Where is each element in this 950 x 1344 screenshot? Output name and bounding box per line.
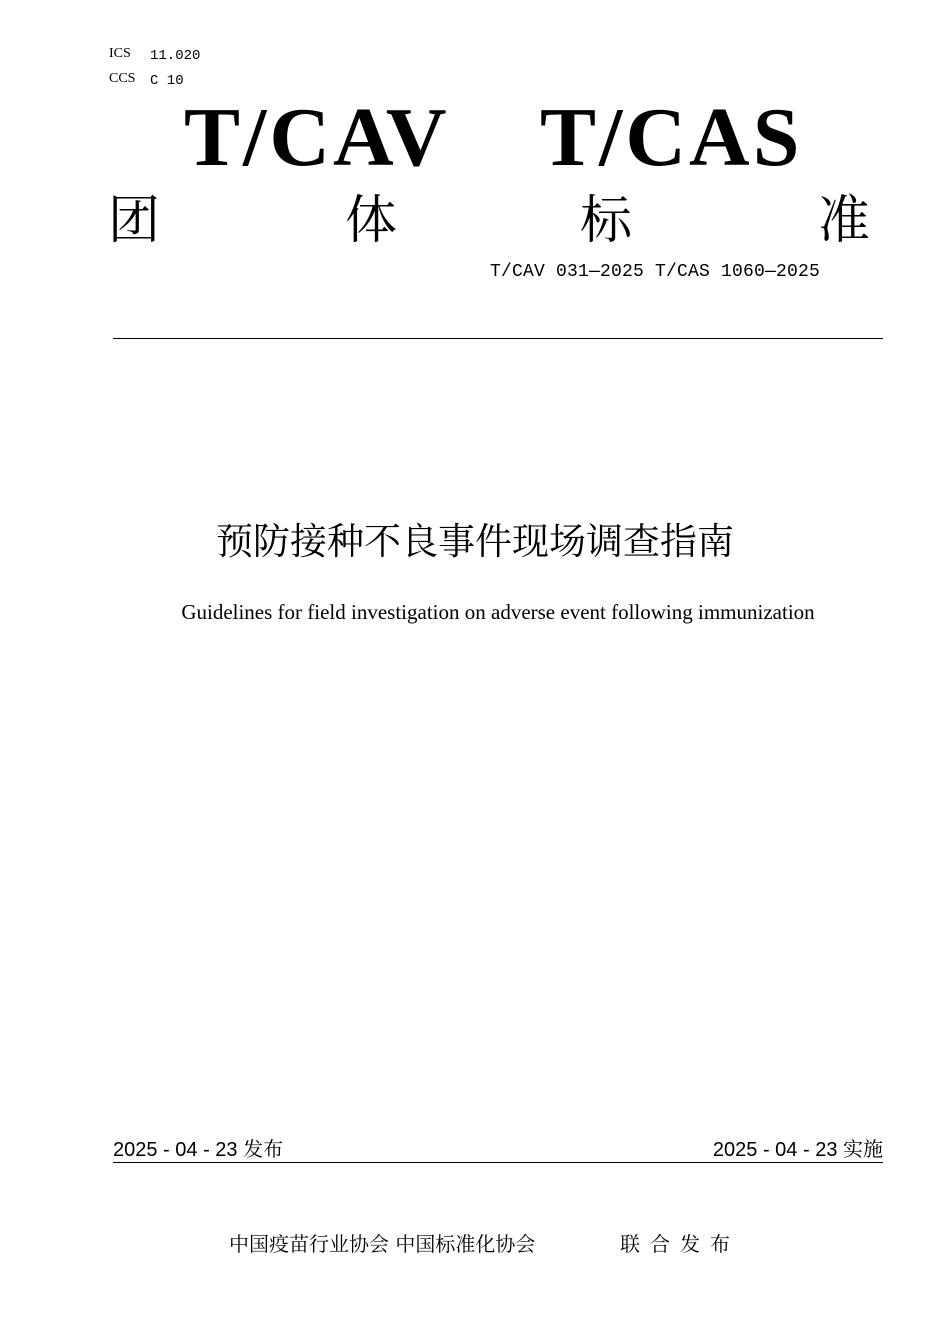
brand-tcav: T/CAV <box>184 91 450 184</box>
standard-numbers: T/CAV 031—2025 T/CAS 1060—2025 <box>490 262 821 282</box>
footer-divider <box>113 1162 883 1163</box>
type-char-2: 体 <box>345 191 398 251</box>
document-title-chinese: 预防接种不良事件现场调查指南 <box>216 520 734 563</box>
ics-label: ICS <box>109 46 131 61</box>
publishers: 中国疫苗行业协会 中国标准化协会 <box>229 1232 536 1256</box>
type-char-4: 准 <box>818 191 871 251</box>
effective-date: 2025 - 04 - 23 实施 <box>712 1139 883 1161</box>
joint-release: 联合发布 <box>620 1232 740 1256</box>
ics-value: 11.020 <box>150 48 201 64</box>
header-divider <box>113 338 883 339</box>
ccs-label: CCS <box>109 71 136 86</box>
type-char-3: 标 <box>580 191 633 251</box>
ccs-value: C 10 <box>150 73 184 89</box>
document-title-english: Guidelines for field investigation on adverse event following immunization <box>181 600 815 624</box>
type-char-1: 团 <box>108 191 161 251</box>
brand-tcas: T/CAS <box>540 91 803 184</box>
issue-date: 2025 - 04 - 23 发布 <box>113 1139 284 1161</box>
